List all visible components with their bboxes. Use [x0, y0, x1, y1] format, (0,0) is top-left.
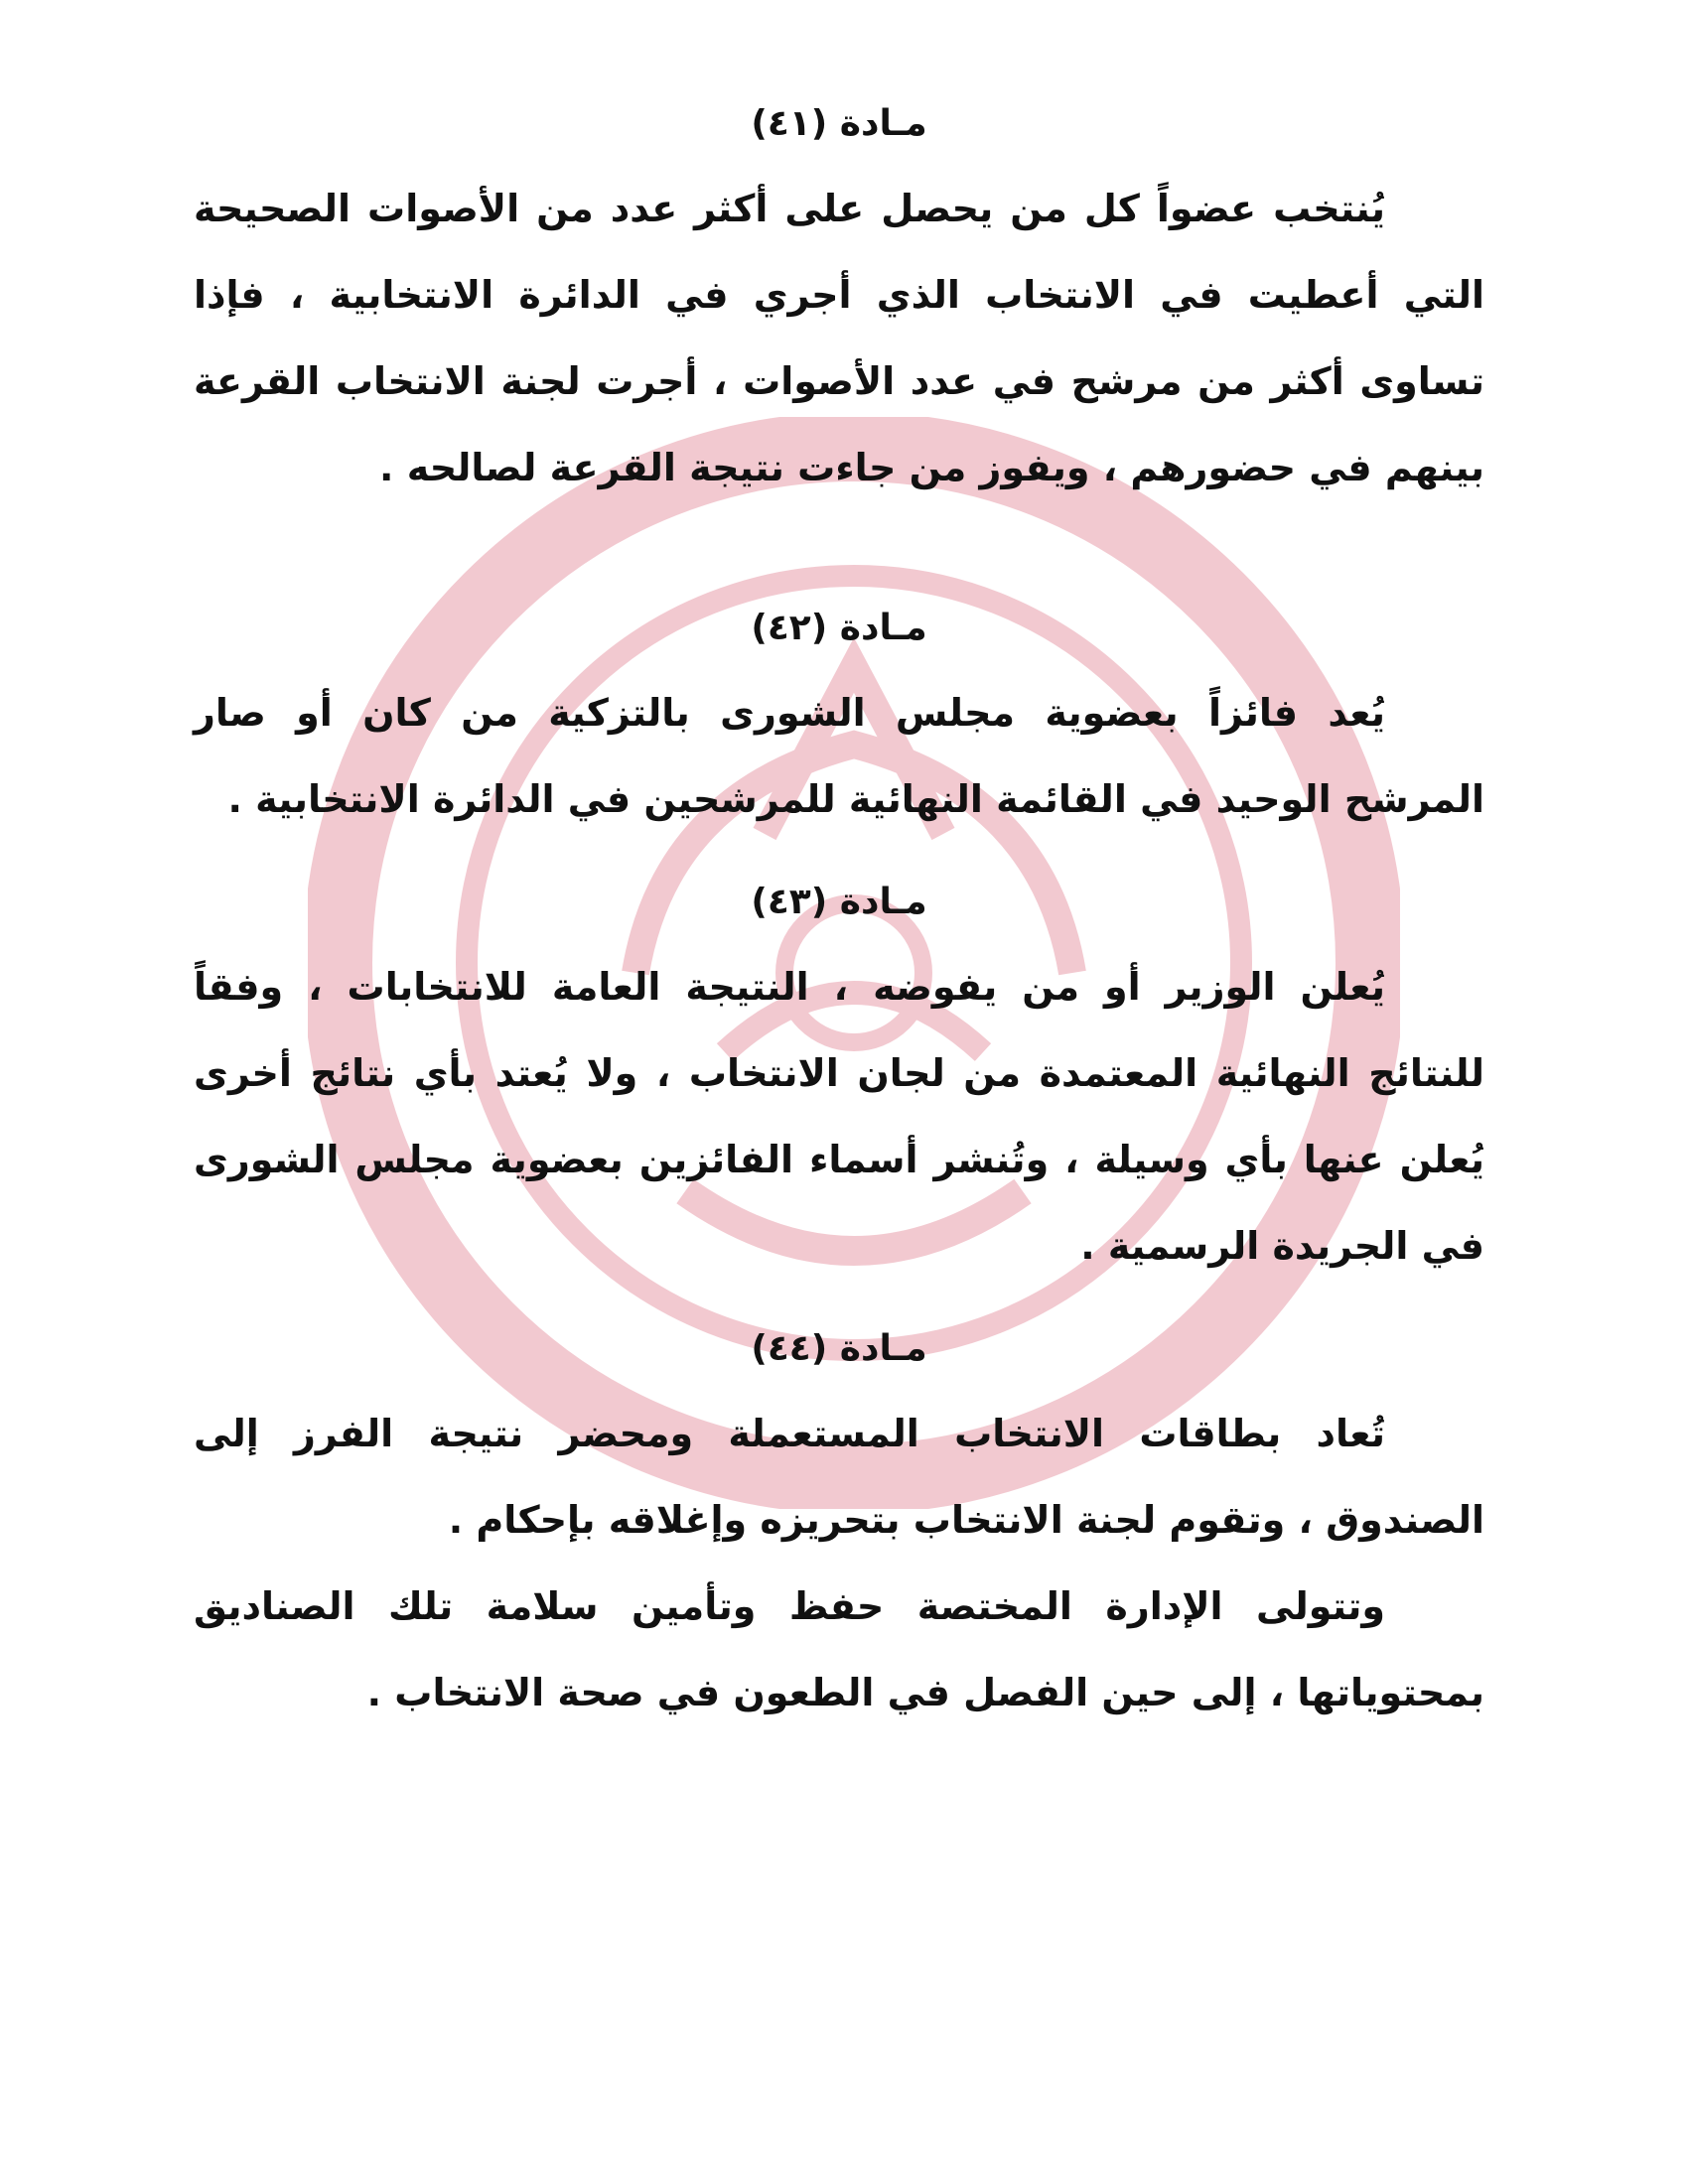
- article-paragraph: يُعد فائزاً بعضوية مجلس الشورى بالتزكية من كان أو صار المرشح الوحيد في القائمة النهائية للمرشحين في الدائرة الانتخابية .: [194, 691, 1484, 821]
- document-page: [194, 94, 1484, 1736]
- article-body: [194, 166, 1484, 511]
- article-paragraph: يُعلن الوزير أو من يفوضه ، النتيجة العامة للانتخابات ، وفقاً للنتائج النهائية المعتمدة من لجان الانتخاب ، ولا يُعتد بأي نتائج أخرى يُعلن عنها بأي وسيلة ، وتُنشر أسماء الفائزين بعضوية مجلس الشورى في الجريدة الرسمية .: [194, 965, 1484, 1268]
- article-42: [194, 599, 1484, 843]
- article-title: مـادة (٤٢): [751, 608, 927, 648]
- article-body: [194, 1391, 1484, 1736]
- article-44: [194, 1319, 1484, 1736]
- article-title: مـادة (٤١): [751, 103, 927, 144]
- article-43: [194, 873, 1484, 1290]
- article-title: مـادة (٤٤): [751, 1328, 927, 1369]
- article-title: مـادة (٤٣): [751, 882, 927, 922]
- article-paragraph: وتتولى الإدارة المختصة حفظ وتأمين سلامة تلك الصناديق بمحتوياتها ، إلى حين الفصل في الطعون في صحة الانتخاب .: [194, 1584, 1484, 1714]
- article-paragraph: تُعاد بطاقات الانتخاب المستعملة ومحضر نتيجة الفرز إلى الصندوق ، وتقوم لجنة الانتخاب بتحريزه وإغلاقه بإحكام .: [194, 1412, 1484, 1542]
- article-41: [194, 94, 1484, 511]
- article-body: [194, 944, 1484, 1290]
- article-body: [194, 670, 1484, 843]
- article-paragraph: يُنتخب عضواً كل من يحصل على أكثر عدد من الأصوات الصحيحة التي أعطيت في الانتخاب الذي أجري في الدائرة الانتخابية ، فإذا تساوى أكثر من مرشح في عدد الأصوات ، أجرت لجنة الانتخاب القرعة بينهم في حضورهم ، ويفوز من جاءت نتيجة القرعة لصالحه .: [194, 187, 1484, 489]
